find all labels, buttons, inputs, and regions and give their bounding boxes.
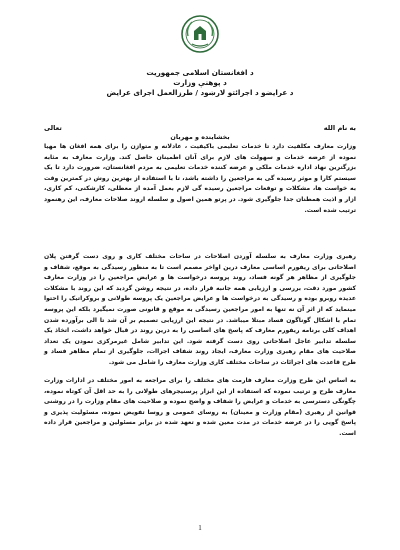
- salutation-left: تعالی: [44, 124, 62, 132]
- salutation-right: به نام الله: [323, 124, 356, 132]
- header-ministry: د پوهنې وزارت: [173, 78, 227, 87]
- header-title: د عرایضو د اجرائتو لارښود / طرزالعمل اجرای عرایض: [106, 88, 294, 97]
- paragraph-3: به اساس این طرح وزارت معارف فارمت های مختلف را برای مراجعه به امور مختلف در ادارات وزارت معارف طرح و ترتیب نموده که استفاده از این ابزار پرسنیجرهای طولانی را به حد اقل آن کوتاه نموده، چگونگی دسترسی به خدمات و عرایض را شفاف و واضح نموده و صلاحیت های مقام وزارت را در روشنی قوانین از رهبری (مقام وزارت و معینان) به روسای عمومی و روسا تفویض نموده، مسئولیت پذیری و پاسخ گویی را در عرضه خدمات در مدت معین شده و تعهد شده در برابر مسئولین و مراجعین قرار داده است.: [44, 377, 356, 437]
- page-number: 1: [198, 524, 202, 532]
- header-country: د افغانستان اسلامی جمهوریت: [146, 68, 254, 77]
- paragraph-2: رهبری وزارت معارف به سلسله آوردن اصلاحات در ساحات مختلف کاری و روی دست گرفتن پلان اصلاحاتی برای ریفورم اساسی معارف درین اواخر مصمم است تا به منظور رسیدگی به موقع، شفاف و جلوگیری از مظاهر هر گونه فساد، روند پروسه درخواست ها و عرایض مراجعین را در وزارت معارف کشور مورد دقت، بررسی و ارزیابی همه جانبه قرار داده، در نتیجه روشن گردید که این روند با مشکلات عدیده روبرو بوده و رسیدگی به درخواست ها و عرایض مراجعین یک پروسه طولانی و بروکراتیک را احتوا مینماید که از اثر آن نه تنها به امور مراجعین رسیدگی به موقع و قانونی صورت نمیگیرد بلکه این پروسه تمام با اشکال گوناگون فساد مبتلا میباشد. در نتیجه این ارزیابی تصمیم بر آن شد تا الی برآورده شدن اهداف کلی برنامه ریفورم معارف که پاسخ های اساسی را به درین روند در قبال خواهد داشت، اتخاذ یک سلسله تدابیر عاجل اصلاحاتی روی دست گرفته شود. این تدابیر شامل غیرمرکزی نمودن یک تعداد صلاحیت های مقام رهبری وزارت معارف، ایجاد روند شفاف اجراات، جلوگیری از تمام مظاهر فساد و طرح قاعدت های اجرائات در ساحات مختلف کاری وزارت معارف را شامل می شود.: [44, 253, 356, 366]
- document-header: [0, 68, 400, 98]
- salutation-subline: بخشاینده و مهربان: [170, 133, 230, 141]
- paragraph-1: وزارت معارف مکلفیت دارد تا خدمات تعلیمی باکیفیت ، عادلانه و متوازن را برای همه افغان ها مهیا نموده از عرضه خدمات و سهولت های لازم برای آنان اطمینان حاصل کند. وزارت معارف به مثابه بزرگترین نهاد اداره خدمات ملکی و عرضه کننده خدمات تعلیمی به مردم افغانستان، ضرورت دارد تا یک سیستم کارا و موثر رسیده گی به مراجعین را داشته باشد، تا با استفاده از بهترین روش در کمترین وقت به خواست ها، مشکلات و توقعات مراجعین رسیده گی لازم بعمل آمده از معطلی، کارشکنی، کم کاری، ازار و اذیت همطنان جدا جلوگیری شود. در پرتو همین اصول و سلسله اروند صلاحات معارف، این رهنمود ترتیب شده است.: [44, 143, 356, 214]
- afghanistan-emblem-icon: [180, 14, 220, 54]
